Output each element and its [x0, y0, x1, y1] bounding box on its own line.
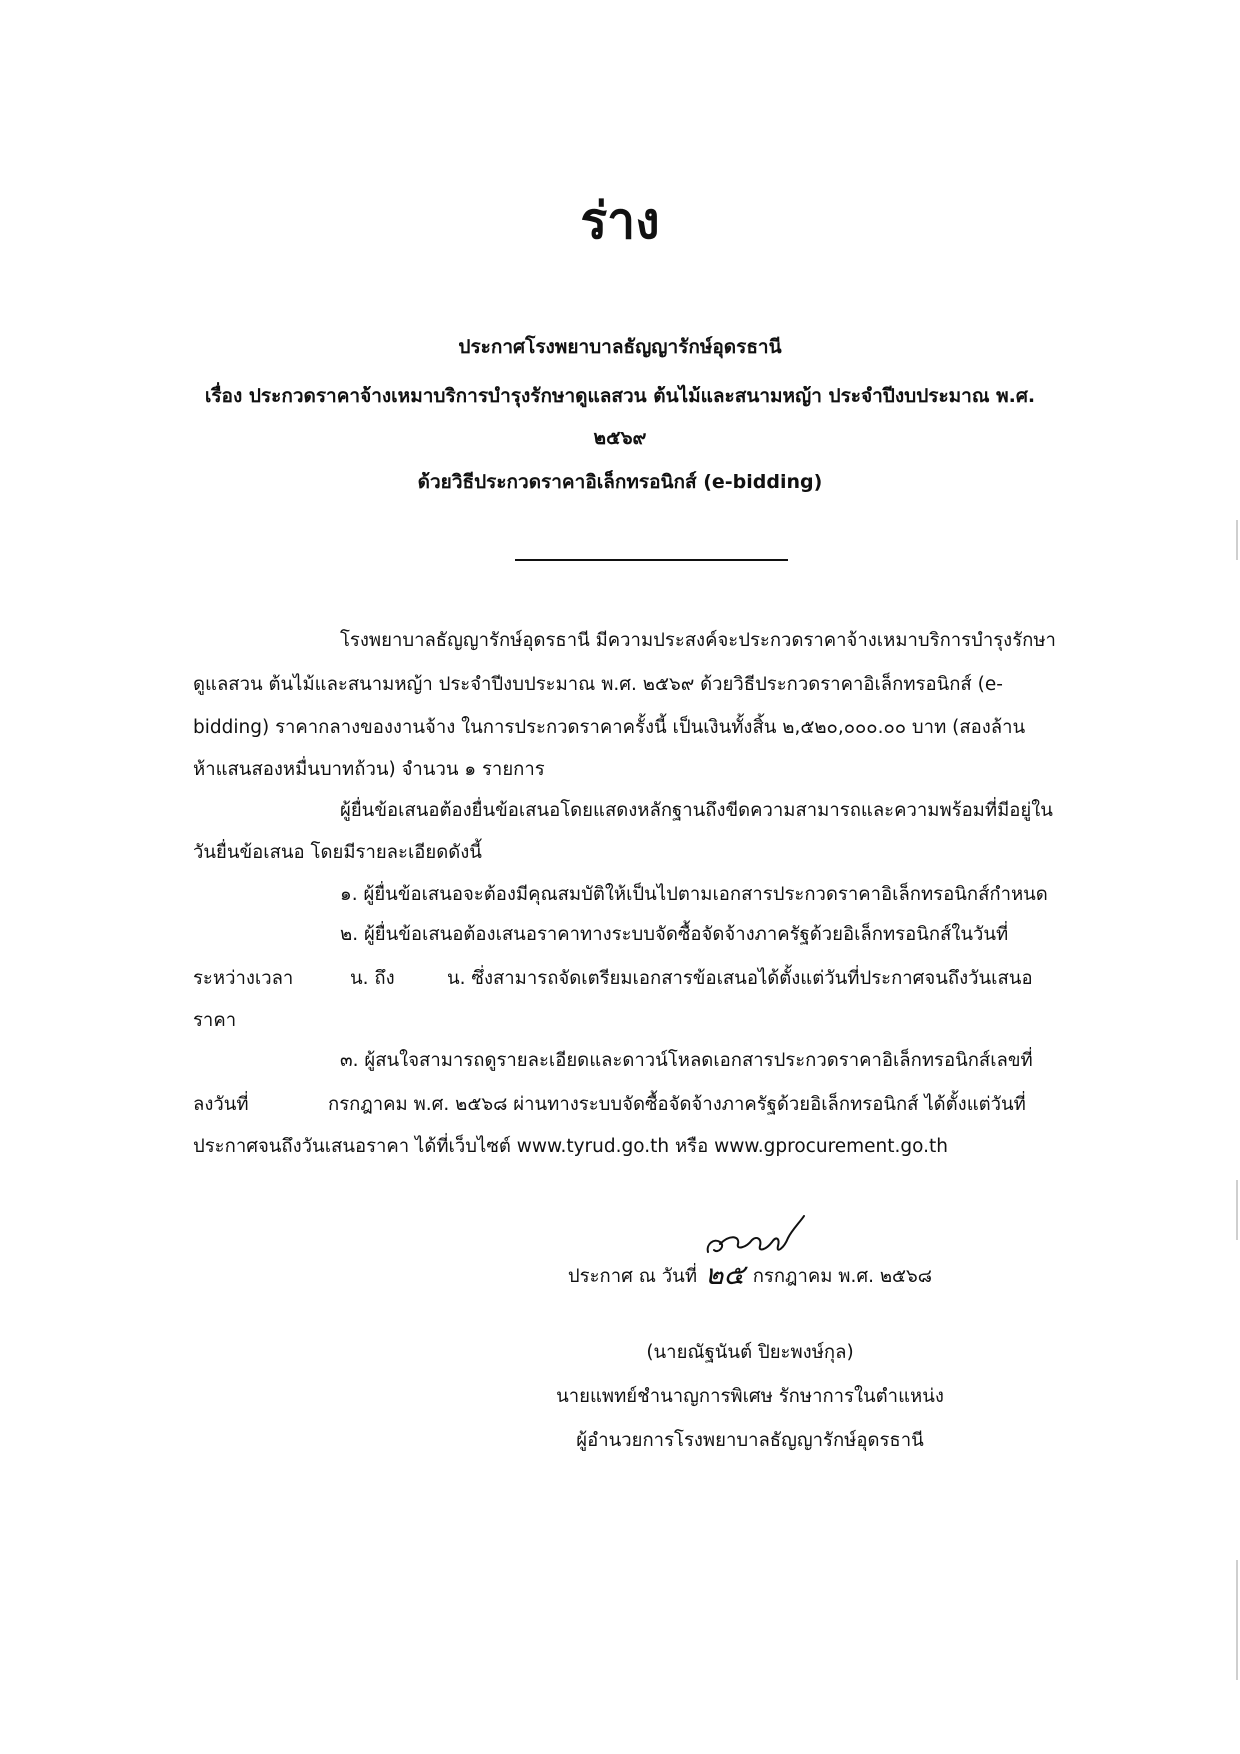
body-paragraph-1-line-1: โรงพยาบาลธัญญารักษ์อุดรธานี มีความประสงค์จะประกวดราคาจ้างเหมาบริการบำรุงรักษา	[340, 630, 1056, 651]
condition-item-2-line-2: น. ซึ่งสามารถจัดเตรียมเอกสารข้อเสนอได้ตั้งแต่วันที่ประกาศจนถึงวันเสนอ	[447, 968, 1033, 989]
scan-margin-mark	[1236, 1180, 1238, 1240]
scan-margin-mark	[1236, 1560, 1238, 1680]
body-paragraph-2-line-2: วันยื่นข้อเสนอ โดยมีรายละเอียดดังนี้	[193, 842, 482, 863]
condition-item-3-line-1: ๓. ผู้สนใจสามารถดูรายละเอียดและดาวน์โหลดเอกสารประกวดราคาอิเล็กทรอนิกส์เลขที่	[340, 1050, 1033, 1071]
body-paragraph-1-line-3: bidding) ราคากลางของงานจ้าง ในการประกวดราคาครั้งนี้ เป็นเงินทั้งสิ้น ๒,๕๒๐,๐๐๐.๐๐ บาท (สองล้าน	[193, 717, 1026, 738]
title-divider	[515, 559, 788, 561]
body-paragraph-1-line-4: ห้าแสนสองหมื่นบาทถ้วน) จำนวน ๑ รายการ	[193, 759, 545, 780]
method-line: ด้วยวิธีประกวดราคาอิเล็กทรอนิกส์ (e-bidding)	[417, 471, 823, 493]
condition-item-2-line-1: ๒. ผู้ยื่นข้อเสนอต้องเสนอราคาทางระบบจัดซื้อจัดจ้างภาครัฐด้วยอิเล็กทรอนิกส์ในวันที่	[340, 924, 1009, 945]
signatory-name: (นายณัฐนันต์ ปิยะพงษ์กุล)	[646, 1342, 854, 1363]
condition-item-1: ๑. ผู้ยื่นข้อเสนอจะต้องมีคุณสมบัติให้เป็นไปตามเอกสารประกวดราคาอิเล็กทรอนิกส์กำหนด	[340, 884, 1048, 905]
subject-line: เรื่อง ประกวดราคาจ้างเหมาบริการบำรุงรักษาดูแลสวน ต้นไม้และสนามหญ้า ประจำปีงบประมาณ พ.ศ.	[204, 385, 1036, 407]
subject-year: ๒๕๖๙	[593, 427, 647, 449]
signatory-position-2: ผู้อำนวยการโรงพยาบาลธัญญารักษ์อุดรธานี	[576, 1430, 924, 1451]
announce-date-prefix: ประกาศ ณ วันที่	[567, 1266, 698, 1287]
body-paragraph-1-line-2: ดูแลสวน ต้นไม้และสนามหญ้า ประจำปีงบประมาณ พ.ศ. ๒๕๖๙ ด้วยวิธีประกวดราคาอิเล็กทรอนิกส์ (e-	[193, 674, 1003, 695]
condition-item-2-time-label: ระหว่างเวลา	[193, 968, 294, 989]
signature-image	[700, 1208, 810, 1268]
announce-date-day: ๒๕	[705, 1258, 745, 1291]
signatory-position-1: นายแพทย์ชำนาญการพิเศษ รักษาการในตำแหน่ง	[556, 1386, 944, 1407]
scan-margin-mark	[1236, 520, 1238, 560]
announcement-title: ประกาศโรงพยาบาลธัญญารักษ์อุดรธานี	[458, 336, 782, 358]
draft-watermark: ร่าง	[580, 192, 660, 250]
condition-item-3-line-2: กรกฎาคม พ.ศ. ๒๕๖๘ ผ่านทางระบบจัดซื้อจัดจ้างภาครัฐด้วยอิเล็กทรอนิกส์ ได้ตั้งแต่วันที่	[328, 1094, 1026, 1115]
condition-item-3-date-label: ลงวันที่	[193, 1094, 249, 1115]
condition-item-3-line-3: ประกาศจนถึงวันเสนอราคา ได้ที่เว็บไซต์ www.tyrud.go.th หรือ www.gprocurement.go.th	[193, 1136, 949, 1157]
condition-item-2-time-to: น. ถึง	[350, 968, 395, 989]
condition-item-2-line-3: ราคา	[193, 1010, 237, 1031]
announce-date-suffix: กรกฎาคม พ.ศ. ๒๕๖๘	[752, 1266, 933, 1287]
body-paragraph-2-line-1: ผู้ยื่นข้อเสนอต้องยื่นข้อเสนอโดยแสดงหลักฐานถึงขีดความสามารถและความพร้อมที่มีอยู่ใน	[340, 800, 1053, 821]
